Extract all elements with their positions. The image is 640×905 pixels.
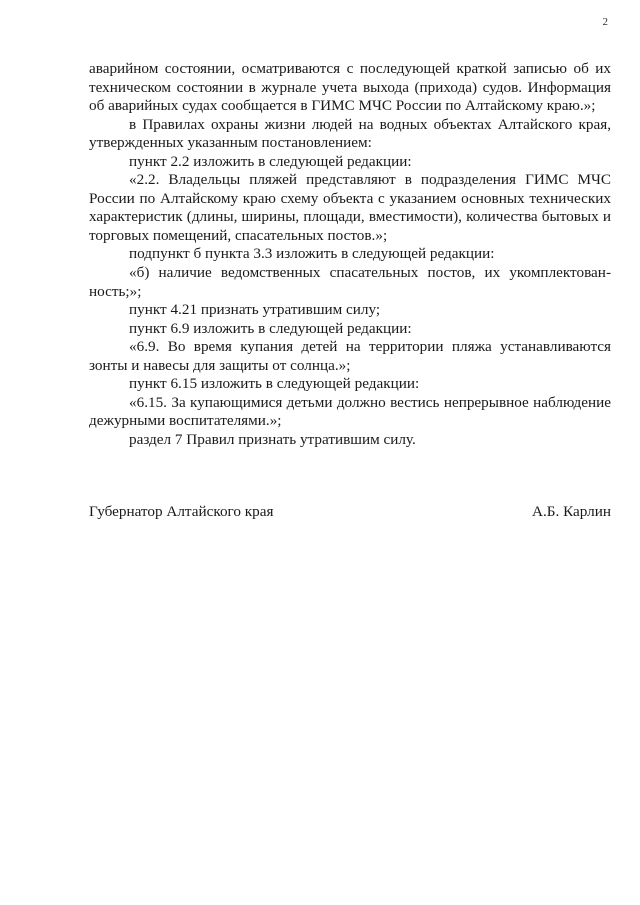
signature-block <box>89 503 611 521</box>
page-number: 2 <box>602 16 608 28</box>
paragraph-item-3-3-text: «б) наличие ведомственных спасательных постов, их укомплектованность;»; <box>89 264 611 300</box>
paragraph-item-6-15-instruction: пункт 6.15 изложить в следующей редакции: <box>129 375 420 393</box>
signatory-position: Губернатор Алтайского края <box>89 503 274 520</box>
signatory-name: А.Б. Карлин <box>532 503 611 520</box>
document-body <box>89 60 611 449</box>
paragraph-item-4-21: пункт 4.21 признать утратившим силу; <box>129 301 381 319</box>
paragraph-section-7: раздел 7 Правил признать утратившим силу. <box>129 430 416 448</box>
paragraph-item-2-2-instruction: пункт 2.2 изложить в следующей редакции: <box>129 152 412 170</box>
paragraph-rules-intro: в Правилах охраны жизни людей на водных объектах Алтайского края, утвержденных указанным постановлением: <box>89 115 611 152</box>
paragraph-item-2-2-text: «2.2. Владельцы пляжей представляют в подразделения ГИМС МЧС России по Алтайскому краю схему объекта с указанием основных технических характеристик (длины, ширины, площади, вместимости), количества бытовых и торговых помещений, спасательных постов.»; <box>89 171 611 244</box>
paragraph-item-3-3-instruction: подпункт б пункта 3.3 изложить в следующей редакции: <box>129 245 495 263</box>
paragraph-item-6-9-text: «6.9. Во время купания детей на территории пляжа устанавливаются зонты и навесы для защиты от солнца.»; <box>89 338 611 374</box>
paragraph-continuation: аварийном состоянии, осматриваются с последующей краткой записью об их техническом состоянии в журнале учета выхода (прихода) судов. Информация об аварийных судах сообщается в ГИМС МЧС России по Алтайскому краю.»; <box>89 60 611 115</box>
paragraph-item-6-15-text: «6.15. За купающимися детьми должно вестись непрерывное наблюдение дежурными воспитателями.»; <box>89 393 611 430</box>
paragraph-item-6-9-instruction: пункт 6.9 изложить в следующей редакции: <box>129 319 412 337</box>
